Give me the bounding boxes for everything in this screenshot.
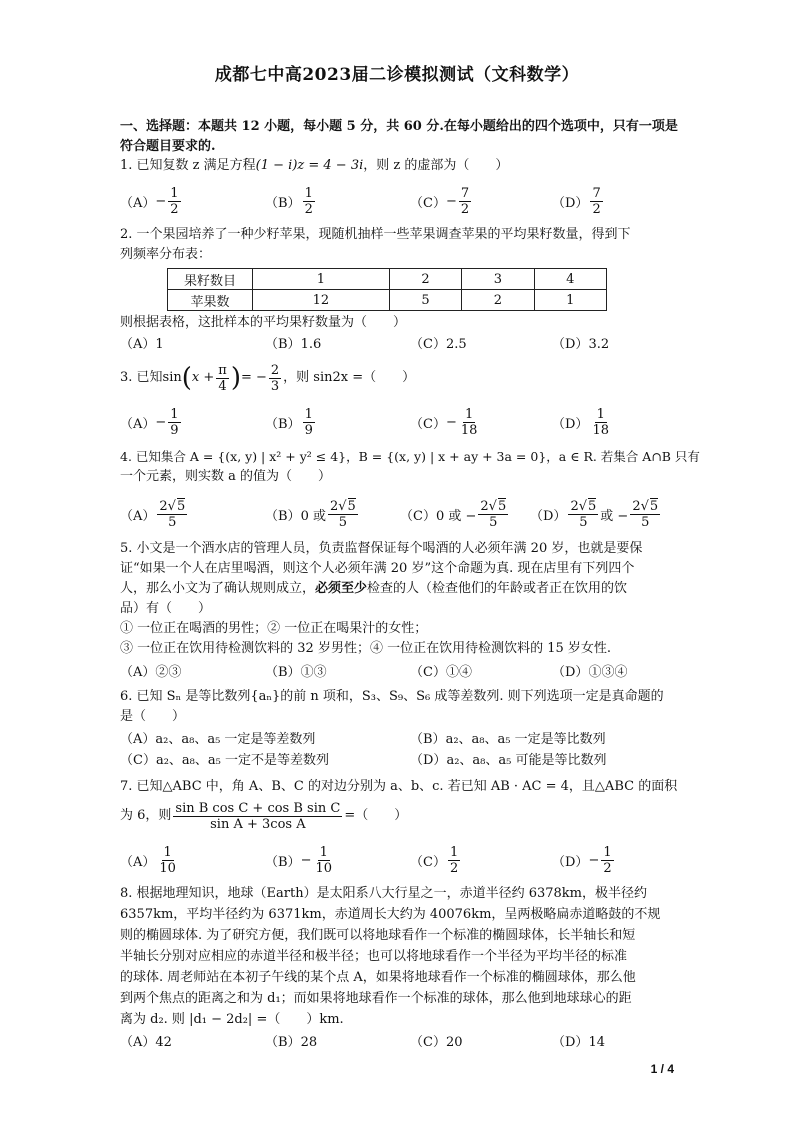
option-fraction: [313, 845, 334, 876]
table-cell: 12: [253, 290, 390, 311]
q5-option-a[interactable]: [120, 664, 181, 682]
q1-option-c[interactable]: [410, 183, 473, 219]
option-or: 或 −: [600, 508, 629, 524]
q8-option-c[interactable]: [410, 1034, 463, 1052]
frac-num: 2√5: [480, 498, 507, 514]
q1-stem-a: 1. 已知复数 z 满足方程: [120, 158, 256, 173]
frac-den: sin A + 3cos A: [210, 816, 306, 832]
q7-line-2-b: =（ ）: [344, 808, 408, 823]
q4-option-b[interactable]: [265, 494, 360, 534]
option-label: （B）: [265, 337, 301, 352]
q4-stem-1: 4. 已知集合 A = {(x, y) | x² + y² ≤ 4}，B = {(x, y) | x + ay + 3a = 0}，a ∈ R. 若集合 A∩B 只有: [120, 449, 700, 464]
option-sign: −: [155, 193, 167, 209]
option-label: （B）: [265, 1035, 301, 1050]
q8-option-b[interactable]: [265, 1034, 317, 1052]
frac-den: 2: [304, 201, 313, 217]
radicand: 5: [649, 498, 659, 514]
frac-num: 1: [304, 406, 313, 422]
option-text: ②③: [155, 665, 182, 680]
section-heading-text: 一、选择题：本题共 12 小题，每小题 5 分，共 60 分.: [120, 119, 444, 134]
option-sign: −: [445, 193, 457, 209]
option-label: （C）: [410, 1035, 446, 1050]
frac-num: 1: [163, 844, 172, 860]
option-text: 20: [445, 1035, 463, 1050]
option-label: （A）: [120, 1035, 156, 1050]
q8-option-d[interactable]: [552, 1034, 605, 1052]
q5-line-3: [120, 580, 680, 598]
option-text: 3.2: [588, 337, 610, 352]
option-prefix: 0 或 −: [435, 508, 477, 524]
option-text: a₂、a₈、a₅ 可能是等比数列: [446, 753, 607, 768]
option-label: （B）: [265, 665, 301, 680]
q5-options: [120, 664, 680, 682]
table-cell: 5: [389, 290, 461, 311]
q8-options: [120, 1034, 680, 1052]
option-text: 28: [300, 1035, 318, 1050]
table-cell: 2: [389, 269, 461, 290]
q2-option-c[interactable]: [410, 336, 467, 354]
q6-option-b[interactable]: [410, 731, 606, 749]
frac-num: 2√5: [570, 498, 597, 514]
q8-option-a[interactable]: [120, 1034, 172, 1052]
frac-den: 5: [168, 514, 177, 530]
frac-den: 10: [159, 860, 176, 876]
frac-num: 1: [449, 844, 459, 860]
frac-num: 1: [304, 185, 313, 201]
q5-line-1: 5. 小文是一个酒水店的管理人员，负责监督保证每个喝酒的人必须年满 20 岁，也就是要保: [120, 541, 643, 556]
q3-stem-b: ，则 sin2x =（ ）: [283, 370, 416, 385]
table-cell: 1: [534, 290, 606, 311]
table-cell: 果籽数目: [168, 269, 253, 290]
q1-option-d[interactable]: [552, 183, 605, 219]
frac-den: 10: [315, 860, 333, 876]
option-label: （A）: [120, 665, 156, 680]
q7-option-b[interactable]: [265, 842, 336, 878]
option-fraction: [459, 407, 480, 438]
option-label: （C）: [410, 665, 446, 680]
frac-num: 7: [460, 185, 470, 201]
option-label: （D）: [552, 337, 589, 352]
option-text: 1: [155, 337, 164, 352]
option-label: （C）: [120, 753, 156, 768]
frac-den: 2: [603, 860, 612, 876]
table-row: [168, 290, 607, 311]
q6-options-row-1: [120, 731, 680, 749]
q7-line-1: 7. 已知△ABC 中，角 A、B、C 的对边分别为 a、b、c. 若已知 AB · AC = 4，且△ABC 的面积: [120, 779, 678, 794]
option-fraction: [328, 499, 358, 530]
option-label: （A）: [120, 195, 156, 211]
frac-den: 9: [304, 422, 313, 438]
q3-stem-a: 3. 已知: [120, 370, 163, 385]
frac-num: 1: [170, 406, 179, 422]
frac-den: 5: [489, 514, 498, 530]
option-sign: −: [300, 852, 312, 868]
frac-den: 9: [170, 422, 179, 438]
q6-option-d[interactable]: [410, 752, 606, 770]
option-label: （C）: [400, 508, 436, 524]
q3-options: [120, 404, 680, 440]
q1-stem: [120, 157, 680, 175]
q3-option-d[interactable]: [552, 404, 613, 440]
option-fraction: [590, 407, 611, 438]
q8-line-4: 半轴长分别对应相应的赤道半径和极半径；也可以将地球看作一个半径为平均半径的标准: [120, 949, 628, 964]
frac-num: 2: [270, 362, 280, 378]
q5-option-b[interactable]: [265, 664, 327, 682]
option-text: 14: [588, 1035, 605, 1050]
option-fraction: [303, 186, 315, 217]
table-row: [168, 269, 607, 290]
frac-den: 2: [170, 201, 179, 217]
q3-option-c[interactable]: [410, 404, 481, 440]
coef: 2: [159, 498, 168, 514]
option-fraction: [303, 407, 315, 438]
q2-option-b[interactable]: [265, 336, 321, 354]
section-heading: [120, 118, 680, 136]
q6-line-2: 是（ ）: [120, 709, 186, 724]
option-label: （D）: [410, 753, 447, 768]
option-label: （A）: [120, 732, 156, 747]
option-label: （D）: [552, 665, 589, 680]
paren-close: ): [230, 363, 241, 393]
frac-den: 2: [592, 201, 601, 217]
q2-option-a[interactable]: [120, 336, 164, 354]
q1-equation: (1 − i)z = 4 − 3i: [255, 158, 364, 173]
frac-num: 2√5: [159, 498, 186, 514]
q7-fraction: [173, 801, 342, 832]
option-label: （A）: [120, 854, 156, 870]
q1-option-a[interactable]: [120, 183, 183, 219]
option-label: （D）: [552, 416, 589, 432]
q8-line-1: 8. 根据地理知识，地球（Earth）是太阳系八大行星之一，赤道半径约 6378km，极半径约: [120, 886, 648, 901]
option-fraction: [157, 499, 187, 530]
option-text: ①③④: [588, 665, 628, 680]
q2-stem-3: 则根据表格，这批样本的平均果籽数量为（ ）: [120, 315, 407, 330]
option-sign: −: [588, 852, 600, 868]
option-text: a₂、a₈、a₅ 一定是等差数列: [155, 732, 316, 747]
q3-arg: x +: [191, 370, 215, 385]
frac-den: 18: [460, 422, 478, 438]
q3-rhs-fraction: [269, 363, 281, 394]
q2-stem-1: 2. 一个果园培养了一种少籽苹果，现随机抽样一些苹果调查苹果的平均果籽数量，得到下: [120, 227, 631, 242]
q4-option-d[interactable]: [530, 494, 662, 534]
q5-option-c[interactable]: [410, 664, 472, 682]
q3-pi-fraction: [216, 363, 229, 394]
q7-options: [120, 842, 680, 878]
q5-option-d[interactable]: [552, 664, 627, 682]
radicand: 5: [176, 498, 186, 514]
frac-num: sin B cos C + cos B sin C: [175, 800, 341, 816]
q3-sin: sin: [162, 370, 182, 385]
table-cell: 4: [534, 269, 606, 290]
q7-option-c[interactable]: [410, 842, 462, 878]
frac-den: 5: [641, 514, 650, 530]
q1-options: [120, 183, 680, 219]
option-text: 2.5: [445, 337, 467, 352]
frac-num: π: [218, 362, 227, 378]
option-fraction: [568, 499, 598, 530]
option-label: （C）: [410, 337, 446, 352]
table-cell: 1: [253, 269, 390, 290]
frac-den: 3: [270, 378, 280, 394]
q8-line-6: 到两个焦点的距离之和为 d₁；而如果将地球看作一个标准的球体，那么他到地球球心的距: [120, 991, 632, 1006]
frac-num: 7: [592, 185, 601, 201]
coef: 2: [632, 498, 641, 514]
q5-line-5: ① 一位正在喝酒的男性；② 一位正在喝果汁的女性；: [120, 621, 428, 636]
table-cell: 2: [462, 290, 534, 311]
section-instruction: 在每小题给出的四个选项中，只有一项是: [443, 119, 678, 134]
frac-num: 1: [464, 406, 474, 422]
option-text: 1.6: [300, 337, 322, 352]
table-cell: 3: [462, 269, 534, 290]
option-label: （B）: [265, 854, 301, 870]
option-label: （A）: [120, 416, 156, 432]
q4-option-c[interactable]: [400, 494, 510, 534]
q5-line-3-b: 检查的人（检查他们的年龄或者正在饮用的饮: [367, 581, 628, 596]
frac-den: 2: [460, 201, 470, 217]
option-fraction: [478, 499, 508, 530]
q8-line-3: 则的椭圆球体. 为了研究方便，我们既可以将地球看作一个标准的椭圆球体，长半轴长和短: [120, 928, 636, 943]
option-fraction: [459, 186, 471, 217]
coef: 2: [329, 498, 339, 514]
exam-title: 成都七中高2023届二诊模拟测试（文科数学）: [214, 65, 580, 85]
option-sign: −: [155, 414, 167, 430]
option-text: ①④: [445, 665, 472, 680]
section-instruction-cont: 符合题目要求的.: [120, 139, 216, 154]
option-fraction: [168, 407, 180, 438]
option-prefix: 0 或: [300, 508, 326, 524]
q5-line-3-a: 人，那么小文为了确认规则成立，: [120, 581, 316, 596]
option-fraction: [590, 186, 602, 217]
option-label: （C）: [410, 854, 446, 870]
option-label: （C）: [410, 195, 446, 211]
q6-option-c[interactable]: [120, 752, 329, 770]
option-label: （B）: [410, 732, 446, 747]
q7-option-a[interactable]: [120, 842, 180, 878]
option-label: （D）: [552, 1035, 589, 1050]
option-fraction: [168, 186, 180, 217]
q1-stem-b: ，则 z 的虚部为（ ）: [363, 158, 509, 173]
option-label: （A）: [120, 337, 156, 352]
q4-stem-2: 一个元素，则实数 a 的值为（ ）: [120, 469, 332, 484]
q7-line-2: [120, 798, 680, 834]
q1-option-b[interactable]: [265, 183, 317, 219]
q4-options: [120, 494, 680, 534]
q2-stem-2: 列频率分布表：: [120, 247, 212, 262]
coef: 2: [480, 498, 489, 514]
option-text: ①③: [300, 665, 327, 680]
q5-line-4: 品）有（ ）: [120, 601, 212, 616]
q8-line-5: 的球体. 周老师站在本初子午线的某个点 A，如果将地球看作一个标准的椭圆球体，那么他: [120, 970, 636, 985]
q2-option-d[interactable]: [552, 336, 609, 354]
frac-den: 4: [218, 378, 227, 394]
option-label: （B）: [265, 508, 301, 524]
option-fraction-2: [630, 499, 660, 530]
q5-emphasis: 必须至少: [315, 581, 368, 596]
q3-stem: [120, 360, 680, 396]
frac-num: 2√5: [329, 498, 356, 514]
option-fraction: [157, 845, 178, 876]
q3-option-a[interactable]: [120, 404, 183, 440]
q7-line-2-a: 为 6，则: [120, 808, 172, 823]
q2-options: [120, 336, 680, 354]
q8-line-7: 离为 d₂. 则 |d₁ − 2d₂| =（ ）km.: [120, 1012, 344, 1027]
frac-num: 2√5: [632, 498, 659, 514]
paren-open: (: [181, 363, 192, 393]
q7-option-d[interactable]: [552, 842, 616, 878]
frequency-table: [167, 268, 607, 311]
option-label: （B）: [265, 416, 301, 432]
q5-line-6: ③ 一位正在饮用待检测饮料的 32 岁男性；④ 一位正在饮用待检测饮料的 15 岁女性.: [120, 641, 612, 656]
option-fraction: [601, 845, 613, 876]
q3-option-b[interactable]: [265, 404, 317, 440]
radicand: 5: [588, 498, 597, 514]
radicand: 5: [497, 498, 507, 514]
radicand: 5: [347, 498, 356, 514]
option-fraction: [448, 845, 460, 876]
option-text: 42: [155, 1035, 172, 1050]
frac-num: 1: [319, 844, 328, 860]
frac-den: 5: [579, 514, 588, 530]
frac-num: 1: [603, 844, 612, 860]
coef: 2: [570, 498, 579, 514]
q6-option-a[interactable]: [120, 731, 315, 749]
frac-num: 1: [170, 185, 179, 201]
q3-equals: = −: [240, 370, 267, 385]
q5-line-2: 证“如果一个人在店里喝酒，则这个人必须年满 20 岁”这个命题为真. 现在店里有下列四个: [120, 561, 635, 576]
frac-den: 18: [592, 422, 609, 438]
option-text: a₂、a₈、a₅ 一定不是等差数列: [155, 753, 329, 768]
option-text: a₂、a₈、a₅ 一定是等比数列: [445, 732, 606, 747]
frac-num: 1: [596, 406, 605, 422]
option-sign: −: [445, 414, 457, 430]
option-label: （D）: [552, 854, 589, 870]
option-label: （A）: [120, 508, 156, 524]
q6-line-1: 6. 已知 Sₙ 是等比数列{aₙ}的前 n 项和，S₃、S₉、S₆ 成等差数列. 则下列选项一定是真命题的: [120, 689, 664, 704]
option-label: （B）: [265, 195, 301, 211]
q4-option-a[interactable]: [120, 494, 189, 534]
option-label: （D）: [530, 508, 567, 524]
page-number: 1 / 4: [650, 1062, 674, 1076]
option-label: （C）: [410, 416, 446, 432]
frac-den: 5: [338, 514, 348, 530]
table-cell: 苹果数: [168, 290, 253, 311]
frac-den: 2: [449, 860, 459, 876]
q8-line-2: 6357km，平均半径约为 6371km，赤道周长大约为 40076km，呈两极略扁赤道略鼓的不规: [120, 907, 661, 922]
q6-options-row-2: [120, 752, 680, 770]
option-label: （D）: [552, 195, 589, 211]
